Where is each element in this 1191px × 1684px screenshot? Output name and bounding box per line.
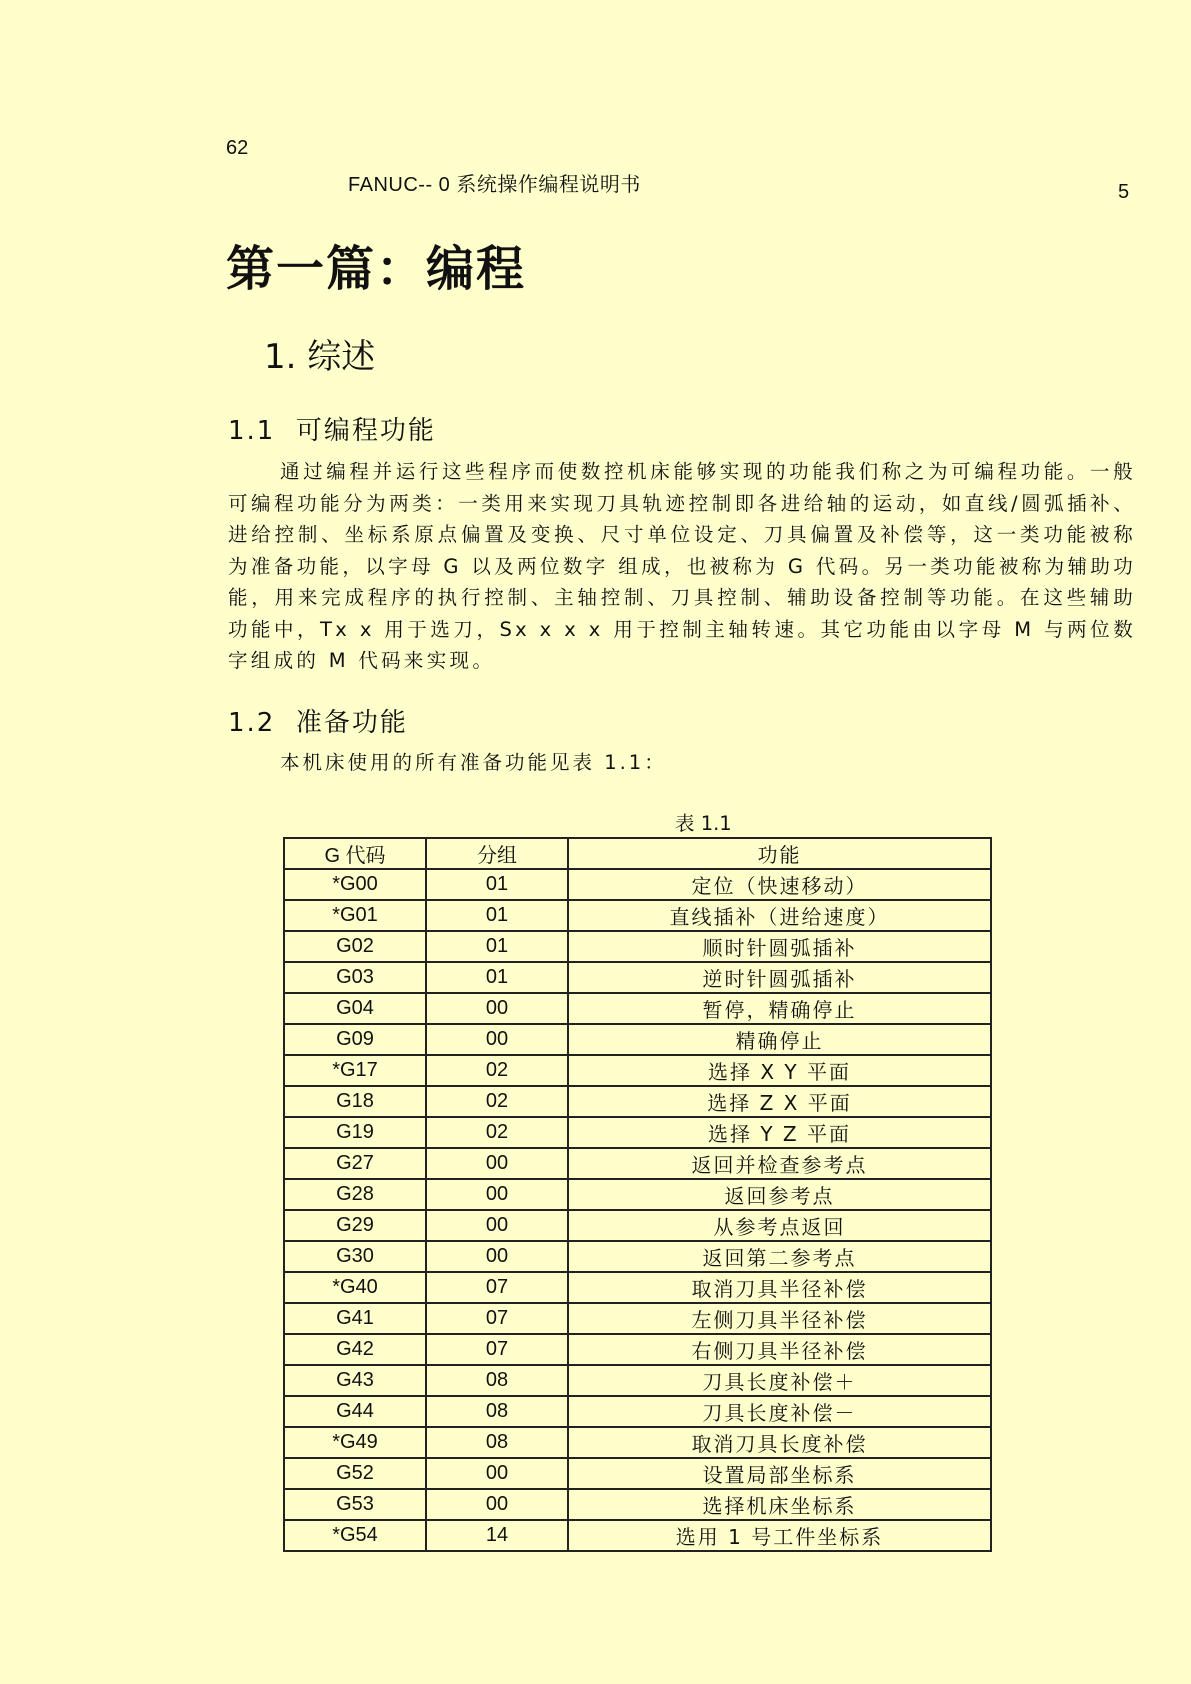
function-cell: 返回第二参考点 <box>568 1241 991 1272</box>
group-cell: 01 <box>426 962 568 993</box>
g-code-cell: G43 <box>284 1365 426 1396</box>
section-heading-programmable-functions: 1.1 可编程功能 <box>228 416 436 446</box>
function-cell: 选择 Z X 平面 <box>568 1086 991 1117</box>
function-cell: 设置局部坐标系 <box>568 1458 991 1489</box>
g-code-cell: G30 <box>284 1241 426 1272</box>
function-cell: 右侧刀具半径补偿 <box>568 1334 991 1365</box>
part-title: 第一篇：编程 <box>226 241 527 297</box>
g-code-cell: G03 <box>284 962 426 993</box>
table-row <box>284 1365 991 1396</box>
section-heading-preparatory-functions: 1.2 准备功能 <box>228 708 408 738</box>
table-row <box>284 869 991 900</box>
g-code-cell: *G01 <box>284 900 426 931</box>
group-cell: 01 <box>426 931 568 962</box>
g-code-cell: *G54 <box>284 1520 426 1551</box>
g-code-cell: G18 <box>284 1086 426 1117</box>
running-header: FANUC-- 0 系统操作编程说明书 <box>348 174 641 196</box>
group-cell: 00 <box>426 1489 568 1520</box>
table-row <box>284 1272 991 1303</box>
g-code-cell: G04 <box>284 993 426 1024</box>
function-cell: 直线插补（进给速度） <box>568 900 991 931</box>
g-code-cell: G27 <box>284 1148 426 1179</box>
function-cell: 返回并检查参考点 <box>568 1148 991 1179</box>
g-code-cell: *G40 <box>284 1272 426 1303</box>
function-cell: 取消刀具长度补偿 <box>568 1427 991 1458</box>
group-cell: 01 <box>426 869 568 900</box>
table-row <box>284 1520 991 1551</box>
function-cell: 刀具长度补偿＋ <box>568 1365 991 1396</box>
group-cell: 07 <box>426 1272 568 1303</box>
table-row <box>284 1148 991 1179</box>
g-code-cell: G44 <box>284 1396 426 1427</box>
function-cell: 选择机床坐标系 <box>568 1489 991 1520</box>
group-cell: 08 <box>426 1427 568 1458</box>
group-cell: 00 <box>426 1148 568 1179</box>
chapter-title: 1. 综述 <box>264 337 376 377</box>
g-code-cell: G52 <box>284 1458 426 1489</box>
table-row <box>284 1210 991 1241</box>
table-row <box>284 900 991 931</box>
group-cell: 14 <box>426 1520 568 1551</box>
table-row <box>284 1055 991 1086</box>
g-code-cell: G41 <box>284 1303 426 1334</box>
function-cell: 顺时针圆弧插补 <box>568 931 991 962</box>
column-header-function: 功能 <box>568 838 991 869</box>
group-cell: 07 <box>426 1334 568 1365</box>
group-cell: 00 <box>426 1241 568 1272</box>
function-cell: 左侧刀具半径补偿 <box>568 1303 991 1334</box>
function-cell: 选用 1 号工件坐标系 <box>568 1520 991 1551</box>
column-header-group: 分组 <box>426 838 568 869</box>
table-row <box>284 1117 991 1148</box>
function-cell: 刀具长度补偿－ <box>568 1396 991 1427</box>
section-intro-text: 本机床使用的所有准备功能见表 1.1： <box>280 751 667 774</box>
g-code-cell: G19 <box>284 1117 426 1148</box>
table-row <box>284 1024 991 1055</box>
group-cell: 00 <box>426 1024 568 1055</box>
function-cell: 选择 X Y 平面 <box>568 1055 991 1086</box>
group-cell: 02 <box>426 1055 568 1086</box>
group-cell: 01 <box>426 900 568 931</box>
g-code-cell: G29 <box>284 1210 426 1241</box>
table-row <box>284 993 991 1024</box>
group-cell: 02 <box>426 1117 568 1148</box>
table-header-row <box>284 838 991 869</box>
table-row <box>284 1458 991 1489</box>
g-code-cell: G53 <box>284 1489 426 1520</box>
function-cell: 精确停止 <box>568 1024 991 1055</box>
g-code-cell: *G00 <box>284 869 426 900</box>
group-cell: 08 <box>426 1365 568 1396</box>
table-row <box>284 962 991 993</box>
table-row <box>284 1241 991 1272</box>
table-caption: 表 1.1 <box>675 812 732 835</box>
function-cell: 逆时针圆弧插补 <box>568 962 991 993</box>
g-code-cell: G02 <box>284 931 426 962</box>
group-cell: 00 <box>426 1210 568 1241</box>
section-paragraph: 通过编程并运行这些程序而使数控机床能够实现的功能我们称之为可编程功能。一般可编程功能分为两类：一类用来实现刀具轨迹控制即各进给轴的运动，如直线/圆弧插补、进给控制、坐标系原点偏置及变换、尺寸单位设定、刀具偏置及补偿等，这一类功能被称为准备功能，以字母 G 以及两位数字 组成，也被称为 G 代码。另一类功能被称为辅助功能，用来完成程序的执行控制、主轴控制、刀具控制、辅助设备控制等功能。在这些辅助功能中，Tx x 用于选刀，Sx x x x 用于控制主轴转速。其它功能由以字母 M 与两位数字组成的 M 代码来实现。 <box>228 460 1136 672</box>
table-row <box>284 1303 991 1334</box>
function-cell: 返回参考点 <box>568 1179 991 1210</box>
table-row <box>284 1427 991 1458</box>
group-cell: 00 <box>426 1458 568 1489</box>
table-row <box>284 1334 991 1365</box>
page-number-right: 5 <box>1118 181 1130 203</box>
page-number-left: 62 <box>226 137 249 159</box>
g-code-cell: G09 <box>284 1024 426 1055</box>
group-cell: 07 <box>426 1303 568 1334</box>
g-code-cell: *G49 <box>284 1427 426 1458</box>
function-cell: 从参考点返回 <box>568 1210 991 1241</box>
group-cell: 08 <box>426 1396 568 1427</box>
group-cell: 02 <box>426 1086 568 1117</box>
function-cell: 取消刀具半径补偿 <box>568 1272 991 1303</box>
group-cell: 00 <box>426 1179 568 1210</box>
g-code-cell: *G17 <box>284 1055 426 1086</box>
function-cell: 选择 Y Z 平面 <box>568 1117 991 1148</box>
table-row <box>284 1086 991 1117</box>
g-code-cell: G28 <box>284 1179 426 1210</box>
table-row <box>284 1489 991 1520</box>
g-code-table <box>283 837 992 1552</box>
function-cell: 暂停，精确停止 <box>568 993 991 1024</box>
table-row <box>284 1396 991 1427</box>
group-cell: 00 <box>426 993 568 1024</box>
g-code-cell: G42 <box>284 1334 426 1365</box>
function-cell: 定位（快速移动） <box>568 869 991 900</box>
table-row <box>284 1179 991 1210</box>
table-row <box>284 931 991 962</box>
column-header-g-code: G 代码 <box>284 838 426 869</box>
